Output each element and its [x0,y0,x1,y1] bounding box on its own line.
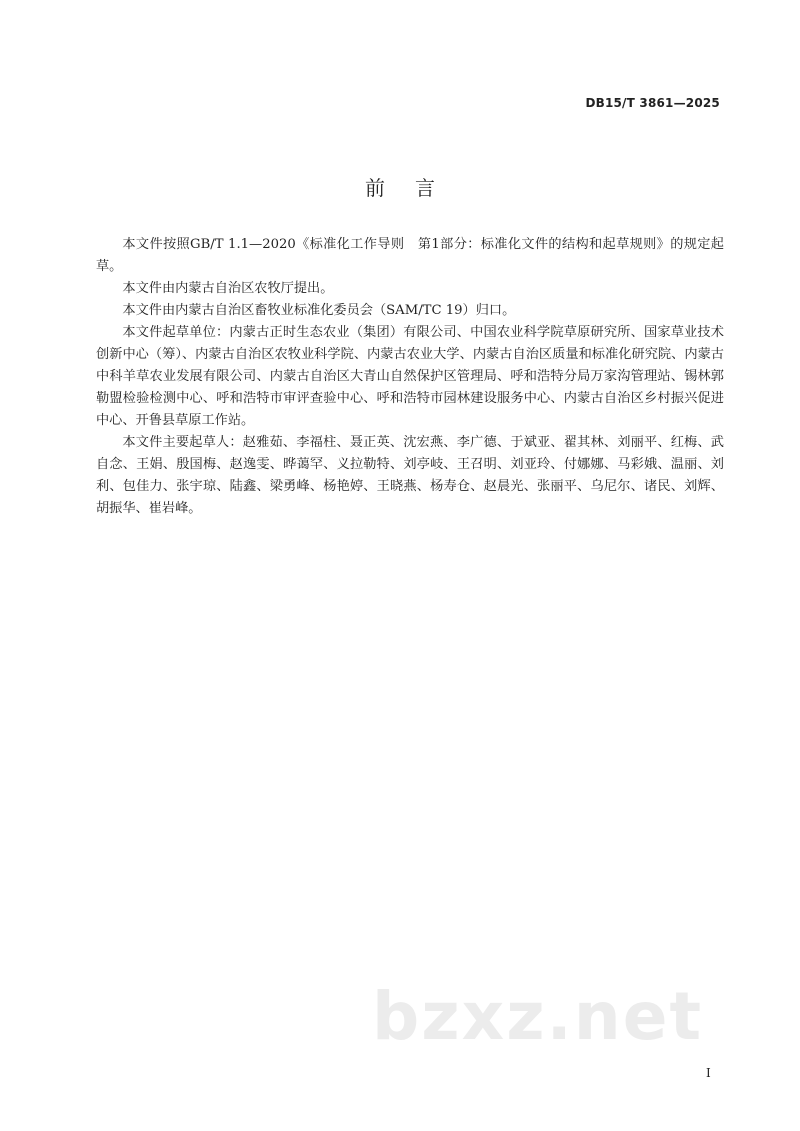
paragraph-proposer: 本文件由内蒙古自治区农牧厅提出。 [122,281,334,296]
paragraph-main-drafters: 本文件主要起草人：赵雅茹、李福柱、聂正英、沈宏燕、李广德、于斌亚、翟其林、刘丽平、红梅、武自念、王娟、殷国梅、赵逸雯、晔蔼罕、义拉勒特、刘亭岐、王召明、刘亚玲、付娜娜、马彩娥、温丽、刘利、包佳力、张宇琼、陆鑫、梁勇峰、杨艳婷、王晓燕、杨寿仓、赵晨光、张丽平、乌尼尔、诸民、刘辉、胡振华、崔岩峰。 [96,435,724,516]
watermark: bzxz.net [372,978,704,1055]
document-body [96,234,724,520]
page-number: I [706,1066,711,1080]
paragraph-drafting-rules: 本文件按照GB/T 1.1—2020《标准化工作导则 第1部分：标准化文件的结构和起草规则》的规定起草。 [96,237,724,274]
paragraph-technical-committee: 本文件由内蒙古自治区畜牧业标准化委员会（SAM/TC 19）归口。 [122,303,516,318]
document-code: DB15/T 3861—2025 [585,96,720,110]
page-title: 前言 [365,176,465,200]
paragraph-drafting-units: 本文件起草单位：内蒙古正时生态农业（集团）有限公司、中国农业科学院草原研究所、国家草业技术创新中心（筹）、内蒙古自治区农牧业科学院、内蒙古农业大学、内蒙古自治区质量和标准化研究院、内蒙古中科羊草农业发展有限公司、内蒙古自治区大青山自然保护区管理局、呼和浩特分局万家沟管理站、锡林郭勒盟检验检测中心、呼和浩特市审评查验中心、呼和浩特市园林建设服务中心、内蒙古自治区乡村振兴促进中心、开鲁县草原工作站。 [96,325,724,428]
